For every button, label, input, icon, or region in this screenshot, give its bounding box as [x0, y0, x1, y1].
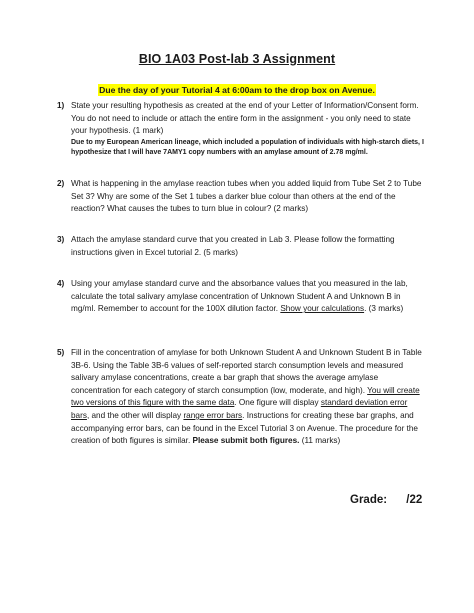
question-4 — [57, 278, 427, 316]
question-number: 4) — [57, 279, 65, 288]
standard-deviation-underlined: standard deviation error bars — [71, 398, 408, 420]
question-1 — [57, 100, 427, 159]
show-calculations-underlined: Show your calculations — [280, 304, 365, 314]
question-number: 2) — [57, 179, 65, 188]
question-text-part: . (3 marks) — [364, 304, 404, 314]
question-number: 5) — [57, 348, 65, 357]
due-highlight: Due the day of your Tutorial 4 at 6:00am to the drop box on Avenue. — [99, 85, 375, 95]
question-text-part: Fill in the concentration of amylase for both Unknown Student A and Unknown Student B in Table 3B-6. Using the Table 3B-6 values of self-reported starch consumption levels and measured salivary amylase concentrations, create a bar graph that shows the average amylase concentration for each category of starch consumption (low, moderate, and high). — [71, 348, 422, 395]
question-text: What is happening in the amylase reaction tubes when you added liquid from Tube Set 2 to Tube Set 3? Why are some of the Set 1 tubes a darker blue colour than others at the end of the reaction? What causes the tubes to turn blue in colour? (2 marks) — [71, 179, 422, 214]
hypothesis-answer: Due to my European American lineage, which included a population of individuals with high-starch diets, I hypothesize that I will have 7AMY1 copy numbers with an amylase amount of 2.78 mg/ml. — [71, 138, 424, 157]
question-text-part: (11 marks) — [301, 436, 341, 446]
grade-line — [350, 494, 422, 506]
question-text-part: Using your amylase standard curve and the absorbance values that you measured in the lab, calculate the total salivary amylase concentration of Unknown Student A and Unknown B in mg/ml. Remember to account for the 100X dilution factor. — [71, 279, 408, 314]
range-error-bars-underlined: range error bars — [183, 410, 243, 420]
question-text — [71, 347, 427, 448]
question-text-part: . One figure will display — [234, 398, 319, 408]
due-notice — [0, 80, 474, 98]
question-text: Attach the amylase standard curve that you created in Lab 3. Please follow the formatting instructions given in Excel tutorial 2. (5 marks) — [71, 235, 395, 257]
question-number: 1) — [57, 101, 65, 110]
grade-label: Grade: — [350, 494, 388, 506]
question-2 — [57, 178, 427, 216]
question-5 — [57, 347, 427, 448]
question-text — [71, 278, 427, 316]
grade-value: /22 — [406, 494, 423, 506]
two-versions-underlined: You will create two versions of this figure with the same data — [71, 385, 420, 408]
question-3 — [57, 234, 427, 259]
question-text: State your resulting hypothesis as created at the end of your Letter of Information/Consent form. You do not need to include or attach the entire form in the assignment - you only need to state your hypothesis. (1 mark) — [71, 101, 419, 136]
page-title: BIO 1A03 Post-lab 3 Assignment — [138, 52, 336, 66]
question-text-part: , and the other will display — [86, 410, 182, 420]
question-number: 3) — [57, 235, 65, 244]
submit-both-figures-bold: Please submit both figures. — [192, 436, 300, 446]
question-text-part: . Instructions for creating these bar graphs, and accompanying error bars, can be found in the Excel Tutorial 3 on Avenue. The procedure for the creation of both figures is similar. — [71, 410, 418, 446]
